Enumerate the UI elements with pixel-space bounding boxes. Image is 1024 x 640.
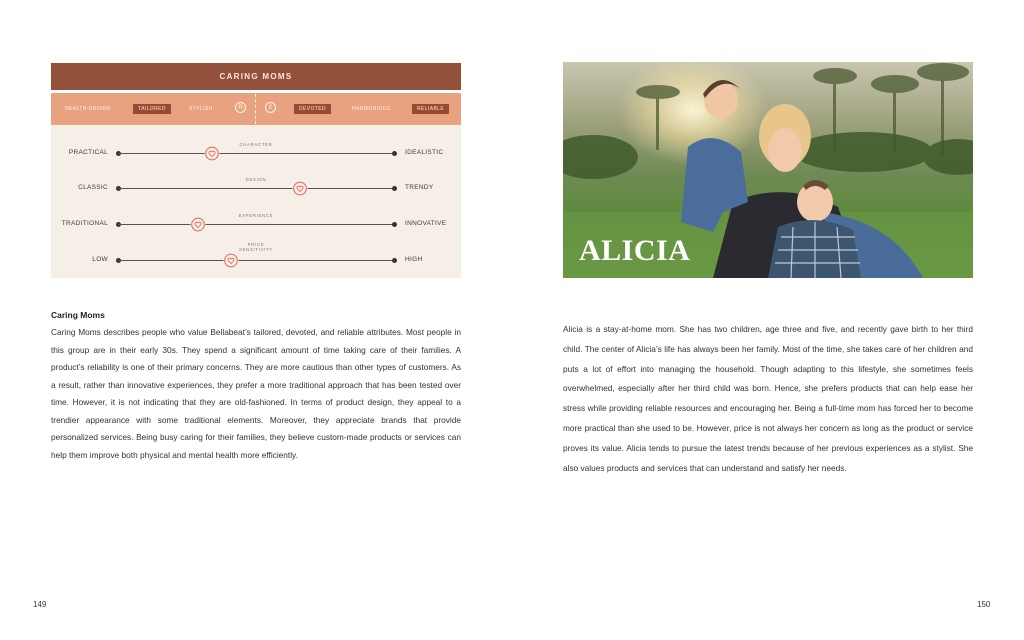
heart-marker-icon	[293, 181, 308, 196]
scale-end-dot	[392, 222, 397, 227]
page-number-left: 149	[33, 600, 47, 609]
attribute-tailored: TAILORED	[133, 93, 171, 125]
scale-price-sensitivity	[51, 242, 461, 272]
scale-character	[51, 142, 461, 165]
pound-circle-icon: £	[265, 102, 276, 113]
scale-caption: CHARACTER	[239, 142, 273, 147]
scale-caption: PRICE SENSITIVITY	[232, 242, 280, 252]
scale-experience	[51, 213, 461, 236]
scale-right-label: HIGH	[405, 256, 423, 263]
family-photo-illustration	[563, 62, 973, 278]
scale-right-label: IDEALISTIC	[405, 149, 444, 156]
attribute-devoted: DEVOTED	[294, 93, 331, 125]
scale-end-dot	[392, 151, 397, 156]
section-title: Caring Moms	[51, 310, 105, 320]
heart-marker-icon	[191, 217, 206, 232]
card-title: CARING MOMS	[51, 63, 461, 90]
attribute-reliable: RELIABLE	[412, 93, 449, 125]
scale-left-label: CLASSIC	[78, 184, 108, 191]
heart-marker-icon	[204, 146, 219, 161]
page-number-right: 150	[977, 600, 991, 609]
scale-caption: DESIGN	[245, 177, 267, 182]
scale-line	[118, 188, 394, 189]
scale-line	[118, 224, 394, 225]
attribute-divider	[255, 94, 256, 124]
r-circle-icon: R	[235, 102, 246, 113]
persona-description: Alicia is a stay-at-home mom. She has two children, age three and five, and recently gave birth to her third child. The center of Alicia’s life has always been her family. Most of the time, she takes care of her children and puts a lot of effort into managing the household. Though adapting to this lifestyle, she sometimes feels overwhelmed, especially after her third child was born. Hence, she prefers products that can help ease her stress while providing reliable resources and encouraging her. Being a full-time mom has forced her to become more practical than she used to be. However, price is not always her concern as long as the product or service proves its value. Alicia tends to pursue the latest trends because of her previous experiences as a stylist. She also values products and services that can understand and satisfy her needs.	[563, 324, 973, 473]
section-body: Caring Moms describes people who value Bellabeat’s tailored, devoted, and reliable attributes. Most people in this group are in their early 30s. They spend a significant amount of time taking care of their families. A product’s reliability is one of their primary concerns. They are more cautious than other types of customers. As a result, rather than innovative experiences, they prefer a more traditional approach that has been tested over time. However, it is not indicating that they are old-fashioned. In terms of product design, they appeal to a trendier appearance with some traditional elements. Moreover, they appreciate brands that provide personalized services. Being busy caring for their families, they believe custom-made products or services can help them improve both physical and mental health more efficiently.	[51, 327, 461, 460]
scale-right-label: TRENDY	[405, 184, 434, 191]
scale-line	[118, 260, 394, 261]
photo-caption: ALICIA	[579, 234, 691, 267]
scale-end-dot	[392, 186, 397, 191]
attribute-health-driven: HEALTH-DRIVEN	[65, 106, 111, 112]
scale-left-label: LOW	[92, 256, 108, 263]
scale-end-dot	[392, 258, 397, 263]
attribute-harmonious: HARMONIOUS	[352, 106, 391, 112]
attribute-bar	[51, 93, 461, 125]
scale-design	[51, 177, 461, 200]
persona-card	[51, 63, 461, 278]
scale-right-label: INNOVATIVE	[405, 220, 447, 227]
attribute-stylish: STYLISH	[189, 106, 213, 112]
persona-photo	[563, 62, 973, 278]
heart-marker-icon	[224, 253, 239, 268]
scale-caption: EXPERIENCE	[238, 213, 274, 218]
scale-left-label: PRACTICAL	[68, 149, 108, 156]
scale-line	[118, 153, 394, 154]
scale-left-label: TRADITIONAL	[61, 220, 108, 227]
